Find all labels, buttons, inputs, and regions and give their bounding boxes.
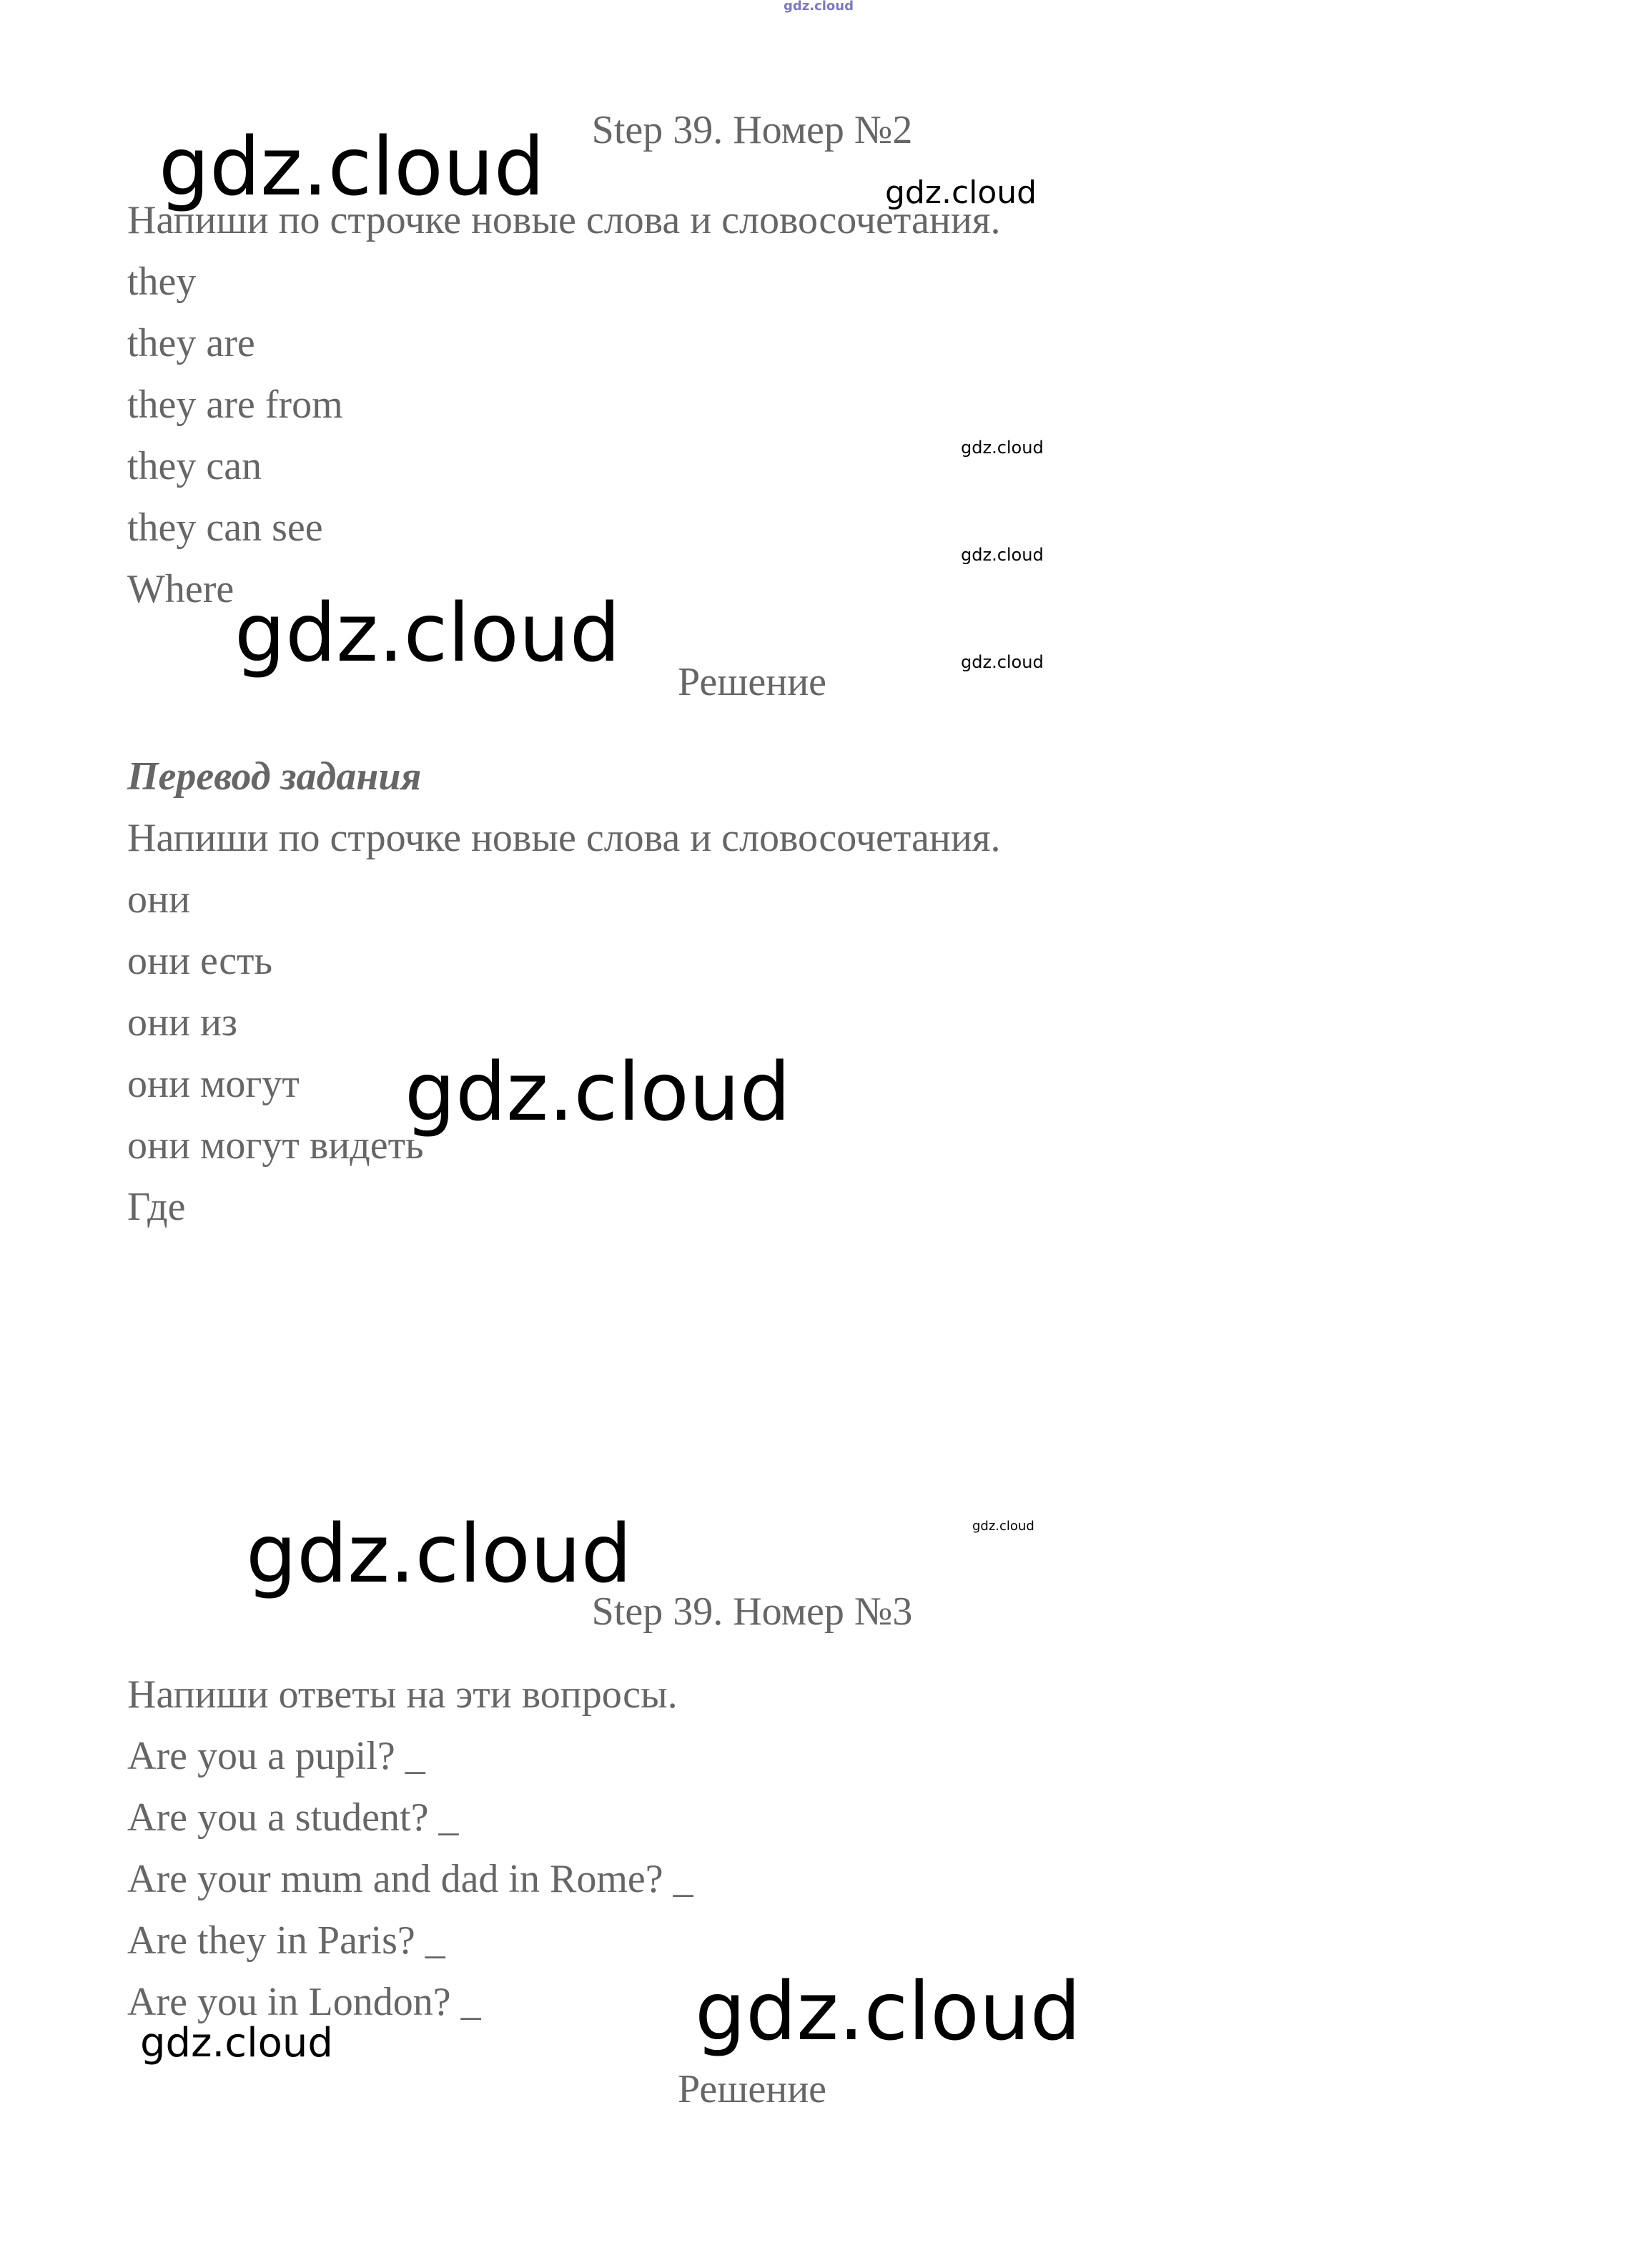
translation-line: они могут: [127, 1062, 300, 1106]
question-line: Are you a pupil? _: [127, 1734, 425, 1778]
word-line: they can: [127, 444, 262, 488]
word-line: they are from: [127, 383, 343, 427]
section3-instruction: Напиши ответы на эти вопросы.: [127, 1672, 678, 1717]
watermark: gdz.cloud: [885, 174, 1037, 211]
watermark: gdz.cloud: [246, 1508, 632, 1601]
word-line: Where: [127, 567, 234, 611]
question-line: Are you in London? _: [127, 1980, 481, 2024]
section3-solution-label: Решение: [677, 2067, 827, 2111]
translation-line: они есть: [127, 939, 273, 983]
section2-instruction: Напиши по строчке новые слова и словосочетания.: [127, 198, 1001, 242]
section3-title: Step 39. Номер №3: [591, 1589, 913, 1634]
watermark-top: gdz.cloud: [784, 0, 854, 14]
watermark: gdz.cloud: [159, 121, 545, 214]
translation-line: они из: [127, 1000, 238, 1045]
translation-heading: Перевод задания: [127, 754, 422, 799]
watermark: gdz.cloud: [405, 1046, 791, 1139]
translation-line: они могут видеть: [127, 1123, 424, 1168]
watermark: gdz.cloud: [961, 545, 1044, 565]
watermark: gdz.cloud: [234, 587, 621, 680]
watermark: gdz.cloud: [140, 2020, 333, 2066]
translation-line: Где: [127, 1185, 186, 1229]
watermark: gdz.cloud: [961, 438, 1044, 458]
word-line: they are: [127, 321, 255, 365]
watermark: gdz.cloud: [695, 1966, 1081, 2059]
section2-title: Step 39. Номер №2: [591, 108, 913, 152]
word-line: they can see: [127, 506, 323, 550]
question-line: Are they in Paris? _: [127, 1918, 445, 1963]
watermark: gdz.cloud: [972, 1519, 1034, 1534]
translation-line: они: [127, 877, 190, 922]
question-line: Are you a student? _: [127, 1795, 459, 1840]
section2-solution-label: Решение: [677, 660, 827, 704]
word-line: they: [127, 260, 197, 304]
translation-instruction: Напиши по строчке новые слова и словосочетания.: [127, 816, 1001, 860]
watermark: gdz.cloud: [961, 652, 1044, 672]
question-line: Are your mum and dad in Rome? _: [127, 1857, 693, 1901]
